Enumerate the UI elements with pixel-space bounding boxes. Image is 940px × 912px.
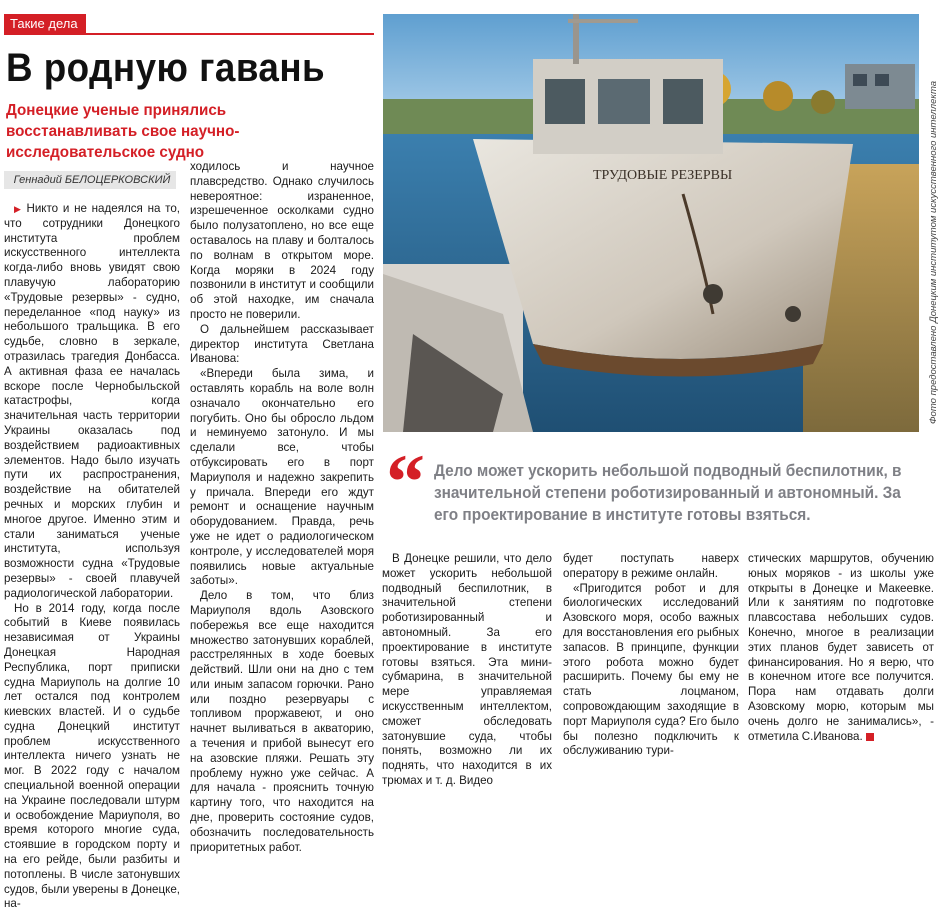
paragraph-marker-icon: ▶: [14, 204, 27, 214]
rubric-label: Такие дела: [4, 14, 86, 34]
subheadline: Донецкие ученые принялись восстанавливать свое научно-исследовательское судно: [6, 102, 240, 161]
paragraph: ходилось и научное плавсредство. Однако случилось невероятное: израненное, изрешеченное осколками судно было полузатоплено, но все еще оставалось на плаву и болталось по волнам в открытом море. Когда моряки в 2024 году позвонили в институт и сообщили об этой находке, им сначала просто не поверили.: [190, 160, 374, 321]
article-column-2: [190, 160, 374, 854]
paragraph: Дело в том, что близ Мариуполя вдоль Азовского побережья все еще находится множество затонувших кораблей, расстрелянных в ходе боевых действий. Шли они на дно с тем или иным запасом горючки. Рано или поздно резервуары с топливом проржавеют, и оно начнет выливаться в акваторию, а течения и прибой вынесут его на азовские пляжи. Решать эту проблему нужно уже сейчас. А для начала - прояснить точную картину того, что находится на дне, проверить состояние судов, обозначить последовательность приоритетных работ.: [190, 589, 374, 854]
paragraph: Никто и не надеялся на то, что сотрудники Донецкого института проблем искусственного интеллекта когда-либо вновь увидят свою плавучую лабораторию «Трудовые резервы» - судно, переделанное «под науку» из небольшого тральщика. В его судьбе, словно в зеркале, отразилась трагедия Донбасса. А активная фаза ее началась вскоре после Чернобыльской катастрофы, когда значительная часть территории Украины оказалась под воздействием радиоактивных элементов. Надо было изучать пути их распространения, воздействие на обитателей речных и морских глубин и многое другое. Именно этим и стали заниматься ученые института, используя возможности судна «Трудовые резервы» - своей плавучей радиологической лаборатории.: [4, 202, 181, 600]
paragraph: «Пригодится робот и для биологических исследований Азовского моря, особо важных для восстановления его рыбных запасов. В принципе, функции этого робота можно будет расширить. Почему бы ему не стать лоцманом, сопровождающим заходящие в порт Мариуполя суда? Его было бы полезно подключить к обслуживанию тури-: [563, 581, 739, 758]
paragraph: «Впереди была зима, и оставлять корабль на воле волн означало окончательно его погубить. Оно бы обросло льдом и неминуемо затонуло. И мы сделали все, чтобы отбуксировать его в порт Мариуполя и надежно закрепить у причала. Впереди его ждут ремонт и оснащение научным оборудованием. Правда, речь уже не идет о радиологическом контроле, у исследователей моря появились новые актуальные заботы».: [190, 367, 374, 588]
paragraph: В Донецке решили, что дело может ускорить небольшой подводный беспилотник, в значительной степени роботизированный и автономный. За его проектирование в институте готовы взяться. Эта мини-субмарина, в значительной мере управляемая искусственным интеллектом, сможет обследовать затонувшие суда, чтобы понять, возможно ли их поднять, что находится в их трюмах и т. д. Видео: [382, 552, 552, 787]
article-column-5: [748, 552, 934, 743]
paragraph: О дальнейшем рассказывает директор института Светлана Иванова:: [190, 322, 374, 366]
article-column-4: [563, 552, 739, 758]
article-column-1: [4, 202, 181, 911]
quote-mark-icon: “: [386, 438, 419, 525]
hull-lettering: ТРУДОВЫЕ РЕЗЕРВЫ: [593, 168, 733, 183]
rubric-rule: [4, 33, 374, 35]
end-mark-icon: [866, 733, 874, 741]
page-title: В родную гавань: [6, 46, 326, 90]
ship-photo: [383, 14, 919, 432]
photo-credit: [920, 14, 939, 432]
photo-credit-text: Фото предоставлено Донецким институтом искусственного интеллекта: [928, 80, 939, 424]
author-byline: Геннадий БЕЛОЦЕРКОВСКИЙ: [13, 174, 171, 186]
paragraph: Но в 2014 году, когда после событий в Киеве появилась независимая от Украины Донецкая Народная Республика, порт приписки судна Мариуполь на долгие 10 лет остался под контролем киевских властей. И о судьбе судна Донецкий институт проблем искусственного интеллекта ничего узнать не мог. В 2022 году с началом специальной военной операции на Украине последовали штурм и освобождение Мариуполя, во время которого многие суда, стоявшие в городском порту и на его рейде, были разбиты и потоплены. В числе затонувших судов, были уверены в Донецке, на-: [4, 601, 180, 911]
pull-quote: Дело может ускорить небольшой подводный беспилотник, в значительной степени роботизированный и автономный. За его проектирование в институте готовы взяться.: [434, 462, 902, 524]
paragraph: стических маршрутов, обучению юных моряков - из школы уже открыты в Донецке и Макеевке. Или к занятиям по подготовке плавсостава небольших судов. Конечно, многое в реализации этих планов будет зависеть от финансирования. Но я верю, что в конечном итоге все получится. Пора нам отдавать долги Азовскому морю, которым мы очень долго не занимались», - отметила С.Иванова.: [748, 552, 934, 743]
article-column-3: [382, 552, 552, 787]
paragraph: будет поступать наверх оператору в режиме онлайн.: [563, 552, 739, 580]
